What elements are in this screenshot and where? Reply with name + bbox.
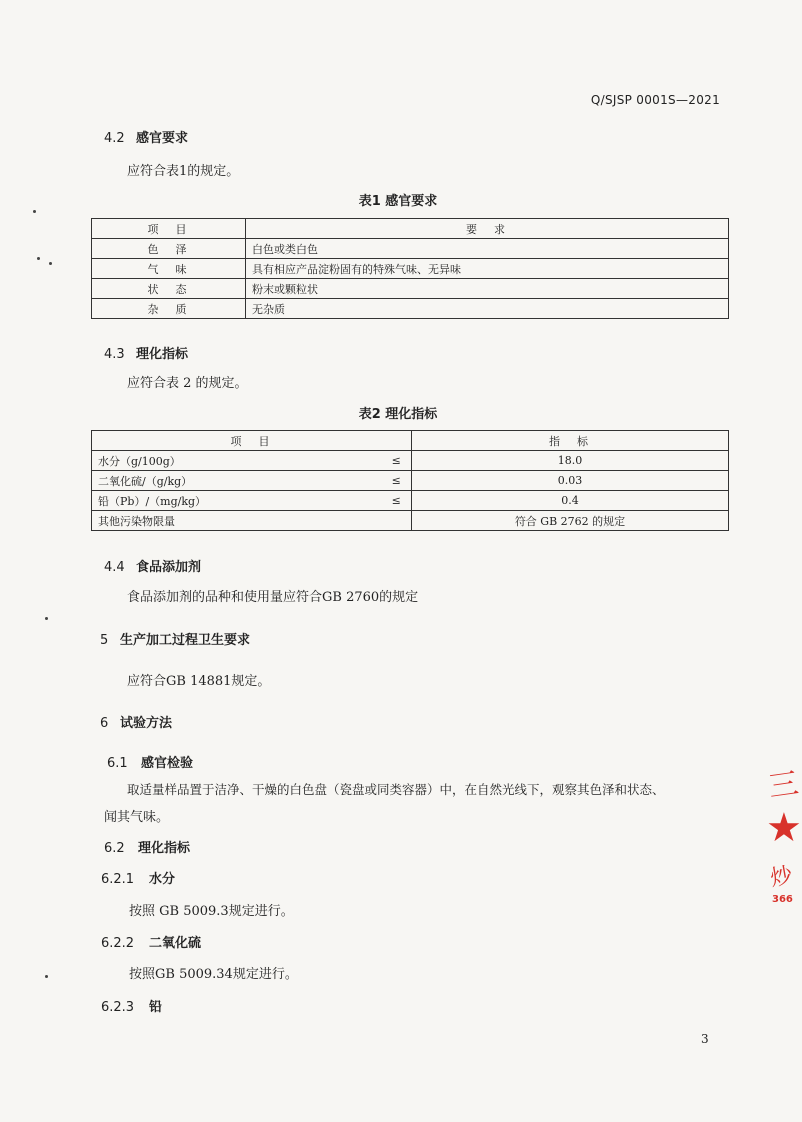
sensory-table	[91, 218, 729, 319]
official-seal-fragment	[762, 760, 802, 920]
operator-cell	[382, 511, 412, 531]
section-title: 理化指标	[138, 841, 191, 856]
section-6-2-1-text: 按照 GB 5009.3规定进行。	[129, 904, 294, 919]
section-number: 6.1	[107, 756, 128, 771]
value-cell: 18.0	[412, 451, 729, 471]
table-header-row	[92, 431, 729, 451]
table-row	[92, 451, 729, 471]
section-number: 6.2.2	[101, 936, 135, 951]
section-4-2-heading	[104, 127, 188, 146]
item-cell: 铅（Pb）/（mg/kg）	[92, 491, 382, 511]
table-row	[92, 471, 729, 491]
section-number: 6.2.1	[101, 872, 135, 887]
table-row	[92, 279, 729, 299]
item-cell: 气 味	[92, 259, 246, 279]
section-title: 感官检验	[141, 756, 194, 771]
table-row	[92, 299, 729, 319]
table-header-cell: 项 目	[92, 219, 246, 239]
section-6-1-heading	[107, 752, 193, 771]
section-title: 试验方法	[120, 716, 173, 731]
star-icon: ★	[766, 805, 802, 851]
table-header-row	[92, 219, 729, 239]
section-number: 6	[100, 716, 109, 731]
section-number: 4.4	[104, 560, 125, 575]
section-5-text: 应符合GB 14881规定。	[127, 674, 271, 689]
physicochemical-table	[91, 430, 729, 531]
section-number: 4.3	[104, 347, 125, 362]
table-row	[92, 239, 729, 259]
section-4-2-text: 应符合表1的规定。	[127, 164, 240, 179]
section-number: 4.2	[104, 131, 125, 146]
table1-caption: 表1 感官要求	[358, 194, 438, 209]
requirement-cell: 粉末或颗粒状	[246, 279, 729, 299]
table-header-cell: 要 求	[246, 219, 729, 239]
section-6-2-2-heading	[101, 932, 201, 951]
seal-code: 366	[772, 894, 793, 905]
value-cell: 0.03	[412, 471, 729, 491]
table-header-cell: 项 目	[92, 431, 412, 451]
section-number: 5	[100, 633, 109, 648]
table-header-cell: 指 标	[412, 431, 729, 451]
scan-speck	[37, 257, 40, 260]
section-title: 水分	[149, 872, 176, 887]
table-row	[92, 491, 729, 511]
section-5-heading	[100, 629, 250, 648]
item-cell: 状 态	[92, 279, 246, 299]
section-number: 6.2	[104, 841, 125, 856]
scan-speck	[45, 617, 48, 620]
section-6-1-text-line2: 闻其气味。	[104, 810, 170, 825]
section-title: 二氧化硫	[149, 936, 202, 951]
operator-cell: ≤	[382, 471, 412, 491]
operator-cell: ≤	[382, 491, 412, 511]
requirement-cell: 具有相应产品淀粉固有的特殊气味、无异味	[246, 259, 729, 279]
value-cell: 符合 GB 2762 的规定	[412, 511, 729, 531]
requirement-cell: 白色或类白色	[246, 239, 729, 259]
section-6-1-text-line1: 取适量样品置于洁净、干燥的白色盘（瓷盘或同类容器）中，在自然光线下，观察其色泽和状态、	[127, 782, 665, 797]
table-row	[92, 511, 729, 531]
section-6-2-2-text: 按照GB 5009.34规定进行。	[129, 967, 298, 982]
table2-caption: 表2 理化指标	[358, 407, 438, 422]
item-cell: 其他污染物限量	[92, 511, 382, 531]
seal-char: 三	[766, 766, 801, 805]
operator-cell: ≤	[382, 451, 412, 471]
scan-speck	[49, 262, 52, 265]
section-title: 铅	[149, 1000, 163, 1015]
section-number: 6.2.3	[101, 1000, 135, 1015]
section-6-heading	[100, 712, 172, 731]
document-code: Q/SJSP 0001S—2021	[590, 93, 720, 107]
section-title: 生产加工过程卫生要求	[120, 633, 251, 648]
section-6-2-3-heading	[101, 996, 162, 1015]
section-4-4-heading	[104, 556, 201, 575]
section-6-2-1-heading	[101, 868, 175, 887]
scan-speck	[45, 975, 48, 978]
seal-char: 炒	[768, 863, 795, 892]
section-4-3-text: 应符合表 2 的规定。	[127, 376, 248, 391]
scan-speck	[33, 210, 36, 213]
value-cell: 0.4	[412, 491, 729, 511]
section-title: 理化指标	[136, 347, 189, 362]
table-row	[92, 259, 729, 279]
item-cell: 水分（g/100g）	[92, 451, 382, 471]
item-cell: 二氧化硫/（g/kg）	[92, 471, 382, 491]
section-4-4-text: 食品添加剂的品种和使用量应符合GB 2760的规定	[127, 590, 419, 605]
section-6-2-heading	[104, 837, 190, 856]
item-cell: 杂 质	[92, 299, 246, 319]
requirement-cell: 无杂质	[246, 299, 729, 319]
item-cell: 色 泽	[92, 239, 246, 259]
section-4-3-heading	[104, 343, 188, 362]
section-title: 感官要求	[136, 131, 189, 146]
page-number: 3	[701, 1032, 709, 1046]
section-title: 食品添加剂	[136, 560, 202, 575]
